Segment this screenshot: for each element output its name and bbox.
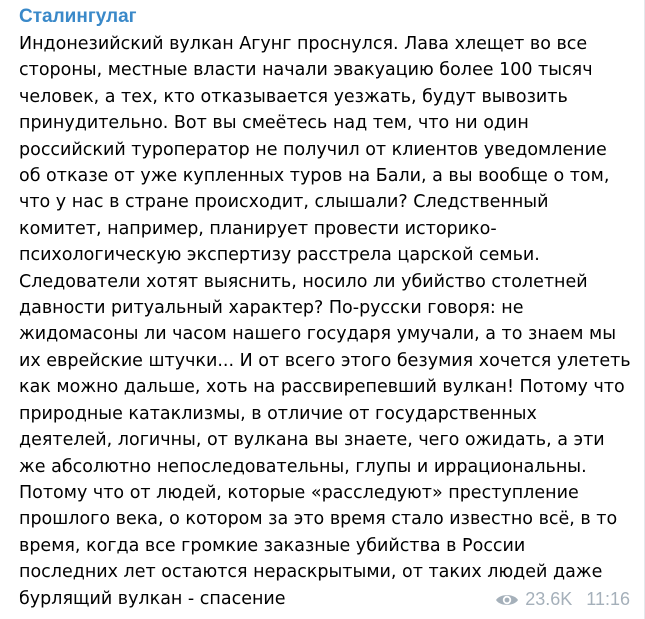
message-line: об отказе от уже купленных туров на Бали, а вы вообще о том, bbox=[19, 166, 610, 187]
message-line: жидомасоны ли часом нашего государя умучали, а то знаем мы bbox=[19, 324, 617, 345]
message-line: принудительно. Вот вы смеётесь над тем, что ни один bbox=[19, 113, 529, 134]
message-line: Следователи хотят выяснить, носило ли убийство столетней bbox=[19, 271, 588, 292]
message-line: российский туроператор не получил от клиентов уведомление bbox=[19, 139, 607, 160]
message-line: природные катаклизмы, в отличие от государственных bbox=[19, 403, 537, 424]
message-line: Индонезийский вулкан Агунг проснулся. Лава хлещет во все bbox=[19, 34, 588, 54]
eye-icon bbox=[495, 592, 519, 608]
message-line: комитет, например, планирует провести историко- bbox=[19, 218, 497, 239]
message-line: как можно дальше, хоть на рассвирепевший вулкан! Потому что bbox=[19, 377, 625, 398]
message-line: прошлого века, о котором за это время стало известно всё, в то bbox=[19, 509, 618, 530]
message-line: Потому что от людей, которые «расследуют» преступление bbox=[19, 482, 579, 503]
view-count: 23.6K bbox=[525, 589, 573, 609]
message-line: давности ритуальный характер? По-русски говоря: не bbox=[19, 298, 524, 319]
message-text bbox=[19, 31, 630, 612]
message-line: что у нас в стране происходит, слышали? Следственный bbox=[19, 192, 549, 213]
message-line: время, когда все громкие заказные убийства в России bbox=[19, 535, 526, 556]
message-line: человек, а тех, кто отказывается уезжать, будут вывозить bbox=[19, 86, 568, 107]
message-line: деятелей, логичны, от вулкана вы знаете, чего ожидать, а эти bbox=[19, 430, 605, 451]
message-line: психологическую экспертизу расстрела царской семьи. bbox=[19, 245, 540, 266]
message-line: последних лет остаются нераскрытыми, от таких людей даже bbox=[19, 562, 603, 583]
message-line: стороны, местные власти начали эвакуацию более 100 тысяч bbox=[19, 60, 593, 81]
message-line: же абсолютно непоследовательны, глупы и иррациональны. bbox=[19, 456, 587, 477]
message-line: их еврейские штучки... И от всего этого безумия хочется улететь bbox=[19, 350, 631, 371]
message-line: бурлящий вулкан - спасение bbox=[19, 588, 286, 609]
message-meta bbox=[495, 589, 630, 610]
message-time: 11:16 bbox=[586, 589, 630, 609]
channel-name[interactable]: Сталингулаг bbox=[19, 6, 137, 27]
